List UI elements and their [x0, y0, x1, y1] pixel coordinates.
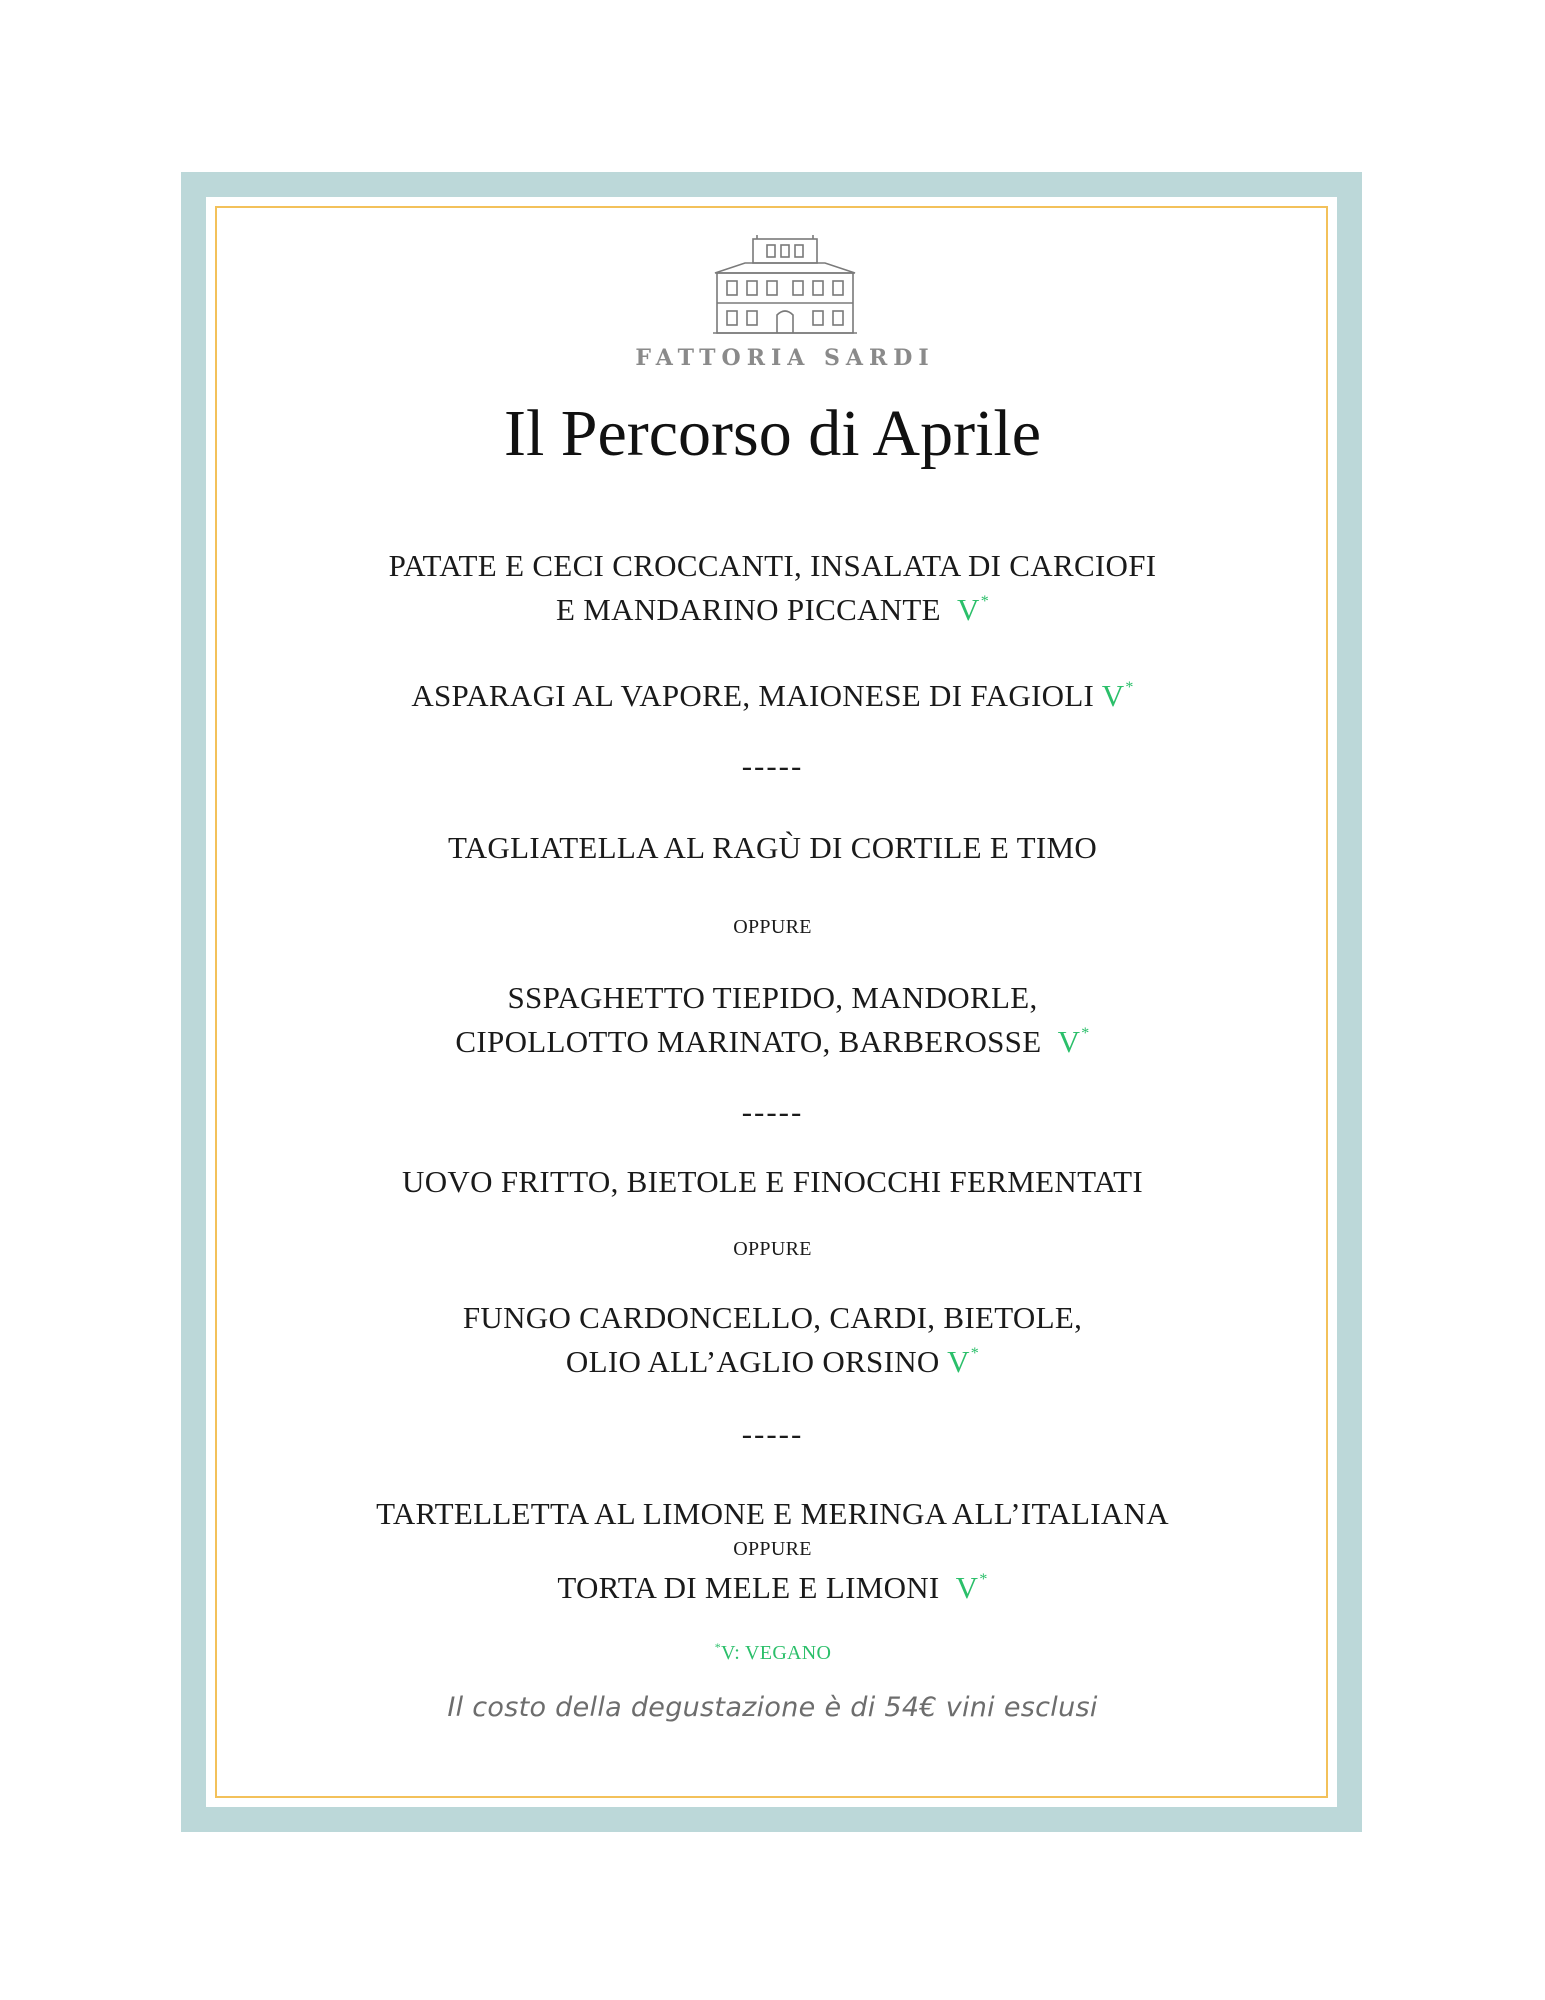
brand-name: FATTORIA SARDI — [635, 345, 935, 371]
oppure-label: OPPURE — [733, 916, 812, 938]
vegan-badge: V* — [1057, 1024, 1090, 1059]
oppure-label: OPPURE — [733, 1238, 812, 1260]
course-5-line-1: UOVO FRITTO, BIETOLE E FINOCCHI FERMENTATI — [402, 1164, 1143, 1199]
course-divider: ----- — [741, 748, 804, 783]
vegan-badge: V* — [947, 1344, 980, 1379]
course-1-line-1: PATATE E CECI CROCCANTI, INSALATA DI CARCIOFI — [388, 548, 1157, 583]
vegan-badge: V* — [955, 1570, 988, 1605]
course-3-line-1: TAGLIATELLA AL RAGÙ DI CORTILE E TIMO — [447, 830, 1098, 865]
oppure-label: OPPURE — [733, 1538, 812, 1560]
course-divider: ----- — [741, 1094, 804, 1129]
vegan-legend: *V: VEGANO — [714, 1640, 832, 1664]
vegan-badge: V* — [957, 592, 989, 627]
course-4-line-2: CIPOLLOTTO MARINATO, BARBEROSSE V* — [455, 1024, 1090, 1059]
course-4-line-1: SSPAGHETTO TIEPIDO, MANDORLE, — [507, 980, 1038, 1015]
course-1-line-2: E MANDARINO PICCANTE V* — [556, 592, 989, 627]
course-6-line-1: FUNGO CARDONCELLO, CARDI, BIETOLE, — [462, 1300, 1083, 1335]
vegan-badge: V* — [1101, 678, 1134, 713]
course-7-line-1: TARTELLETTA AL LIMONE E MERINGA ALL’ITALIANA — [376, 1496, 1169, 1531]
price-note: Il costo della degustazione è di 54€ vini esclusi — [447, 1692, 1098, 1723]
course-6-line-2: OLIO ALL’AGLIO ORSINO V* — [565, 1344, 980, 1379]
course-8-line-1: TORTA DI MELE E LIMONI V* — [557, 1570, 988, 1605]
page-title: Il Percorso di Aprile — [503, 397, 1042, 470]
villa-icon — [705, 233, 865, 337]
course-2-line-1: ASPARAGI AL VAPORE, MAIONESE DI FAGIOLI V* — [411, 678, 1134, 713]
course-divider: ----- — [741, 1416, 804, 1451]
logo — [620, 233, 950, 383]
